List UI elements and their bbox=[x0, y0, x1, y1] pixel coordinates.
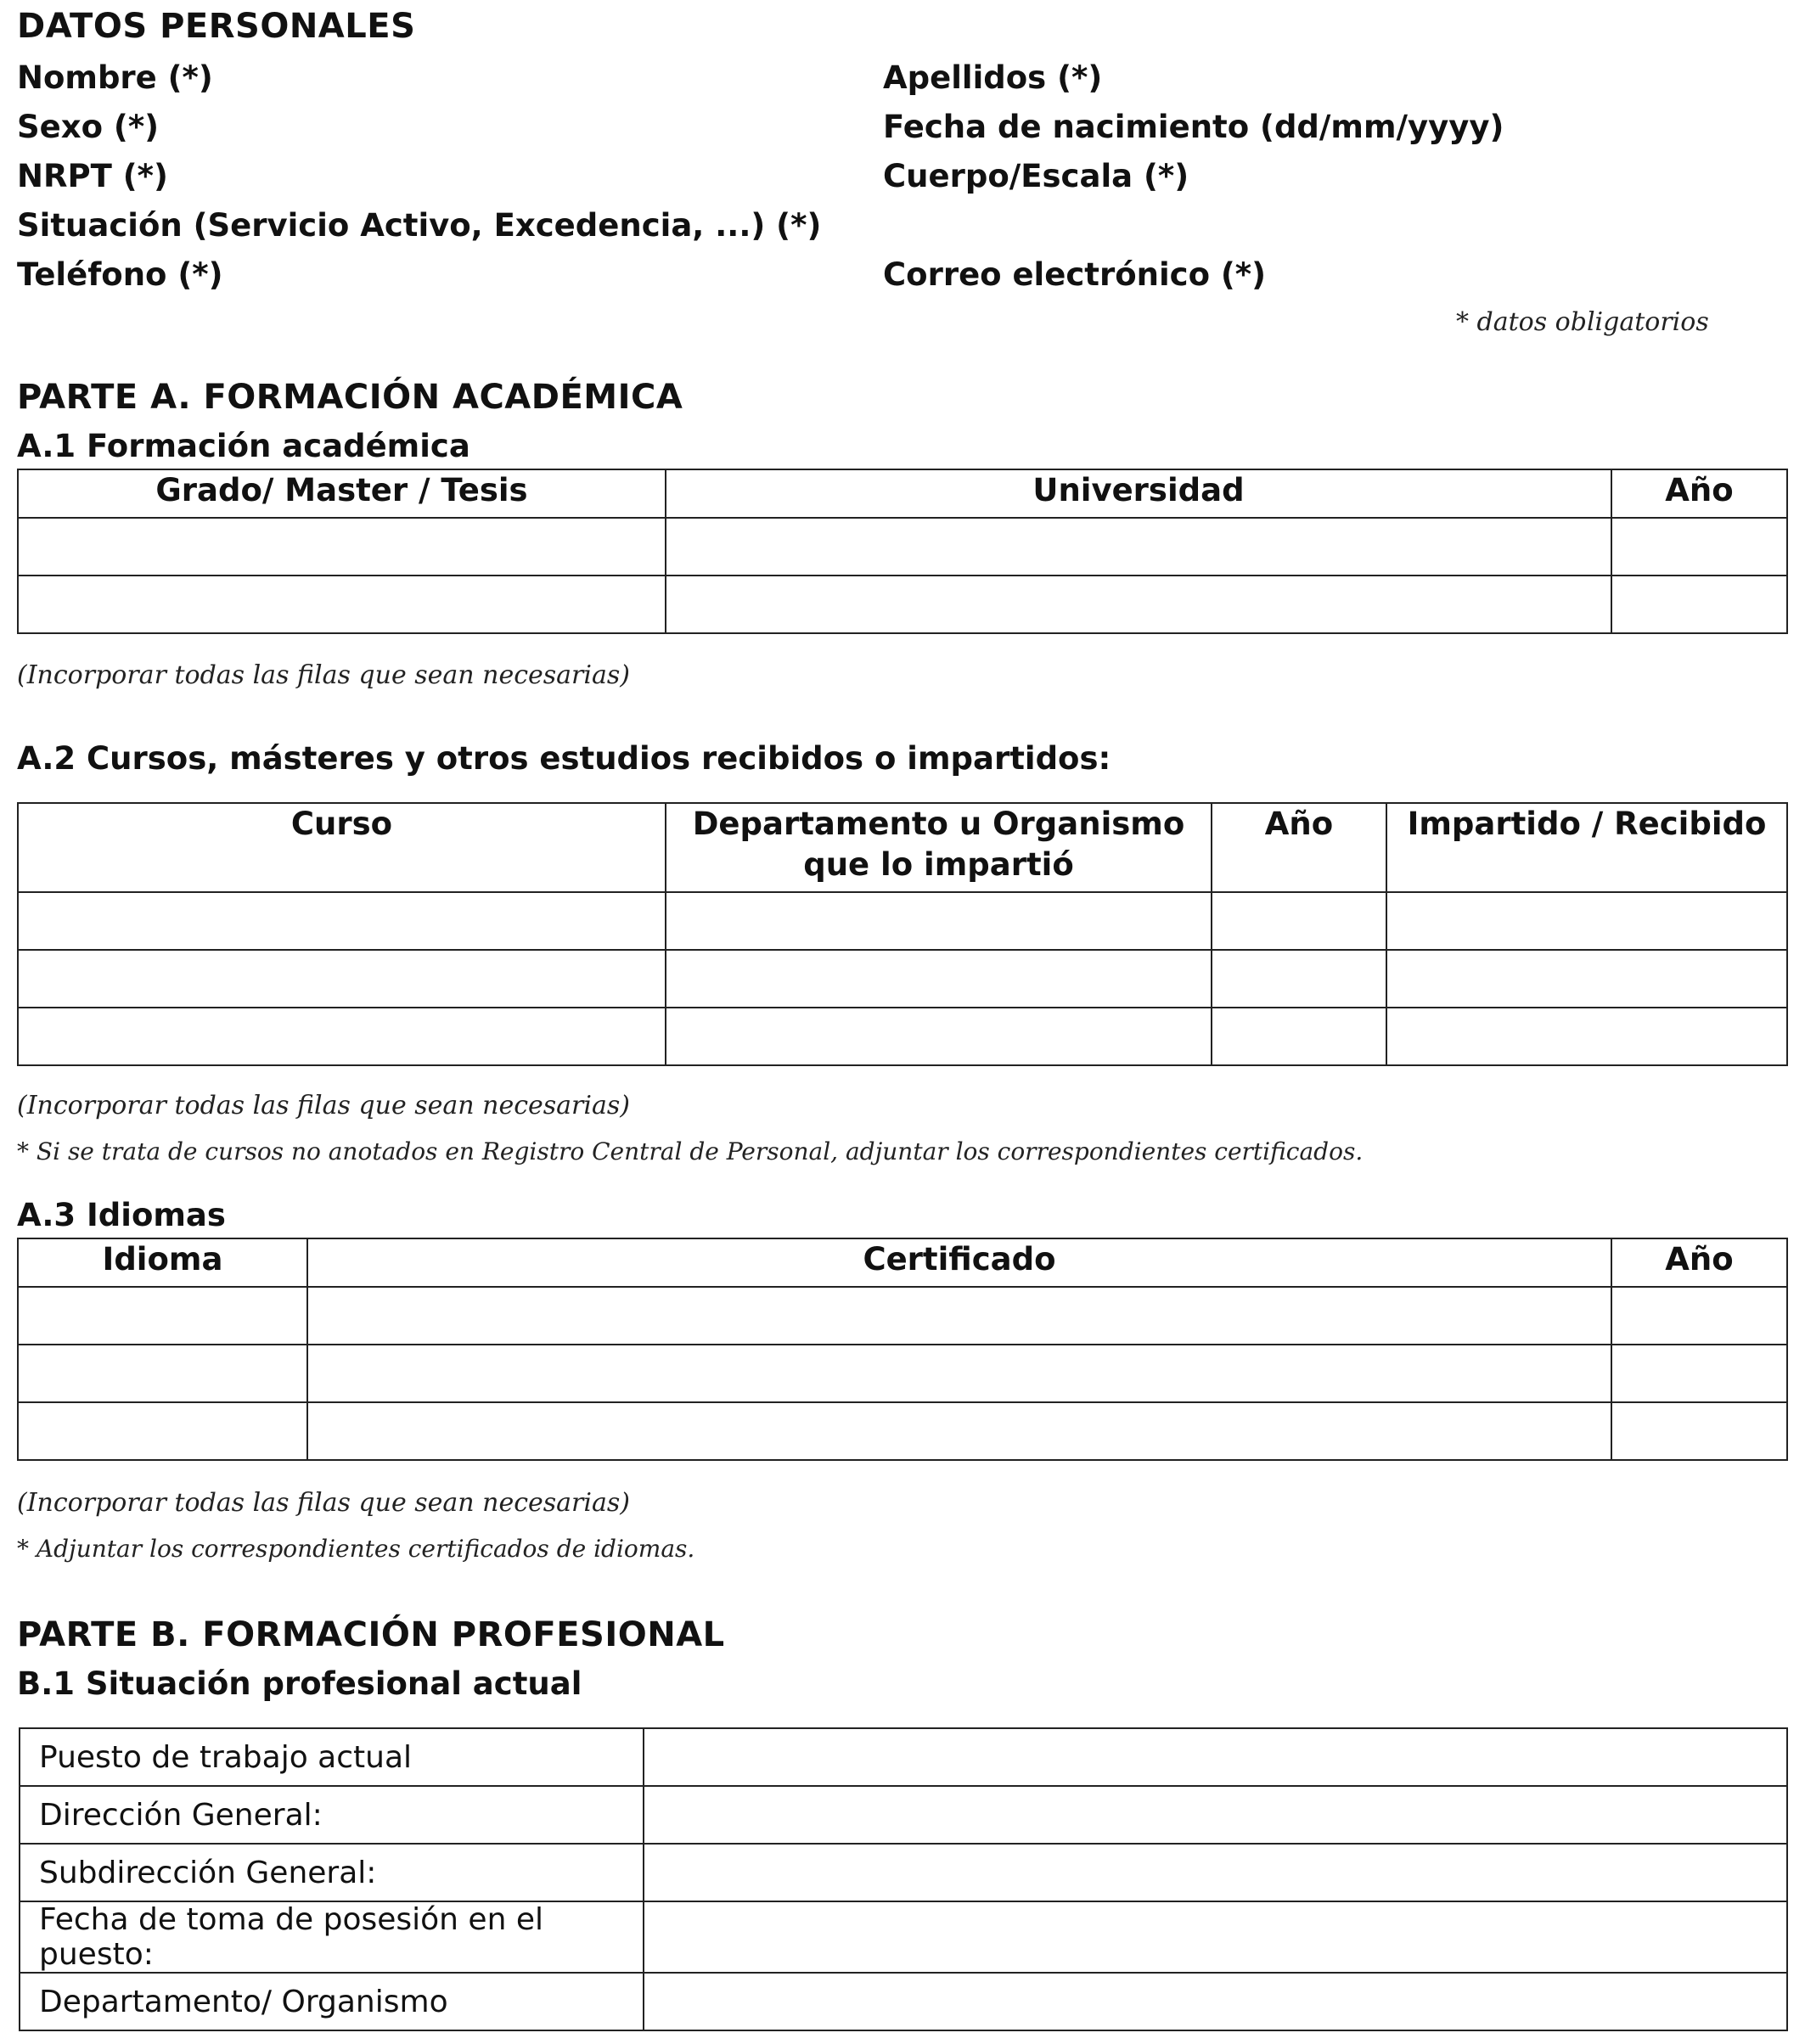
a2-cell-departamento[interactable] bbox=[666, 1008, 1212, 1065]
a1-header-ano: Año bbox=[1611, 469, 1787, 518]
a1-cell-universidad[interactable] bbox=[666, 576, 1611, 633]
field-label-fecha-nacimiento: Fecha de nacimiento (dd/mm/yyyy) bbox=[883, 109, 1504, 145]
b1-label-puesto: Puesto de trabajo actual bbox=[20, 1728, 644, 1786]
a1-table bbox=[17, 469, 1788, 634]
a3-cell-ano[interactable] bbox=[1611, 1402, 1787, 1460]
a3-title: A.3 Idiomas bbox=[17, 1197, 226, 1233]
a3-cell-certificado[interactable] bbox=[307, 1402, 1611, 1460]
a2-header-curso: Curso bbox=[18, 803, 666, 892]
field-label-telefono: Teléfono (*) bbox=[17, 256, 223, 293]
b1-label-departamento: Departamento/ Organismo bbox=[20, 1973, 644, 2030]
a2-cell-impartido[interactable] bbox=[1386, 1008, 1787, 1065]
b1-label-fecha-posesion: Fecha de toma de posesión en el puesto: bbox=[20, 1901, 644, 1973]
field-label-apellidos: Apellidos (*) bbox=[883, 59, 1103, 96]
a1-cell-grado[interactable] bbox=[18, 576, 666, 633]
a2-cell-departamento[interactable] bbox=[666, 950, 1212, 1008]
b1-value-departamento[interactable] bbox=[644, 1973, 1787, 2030]
a3-cell-certificado[interactable] bbox=[307, 1287, 1611, 1345]
a2-note-certificados: * Si se trata de cursos no anotados en Registro Central de Personal, adjuntar los correspondientes certificados. bbox=[17, 1137, 1364, 1165]
a1-title: A.1 Formación académica bbox=[17, 428, 470, 464]
a3-cell-idioma[interactable] bbox=[18, 1402, 307, 1460]
a2-cell-impartido[interactable] bbox=[1386, 892, 1787, 950]
a1-cell-ano[interactable] bbox=[1611, 518, 1787, 576]
table-row bbox=[20, 1973, 1787, 2030]
a1-note: (Incorporar todas las filas que sean necesarias) bbox=[17, 660, 630, 690]
b1-value-direccion[interactable] bbox=[644, 1786, 1787, 1844]
a2-cell-ano[interactable] bbox=[1212, 950, 1386, 1008]
field-label-correo: Correo electrónico (*) bbox=[883, 256, 1267, 293]
personal-data-title: DATOS PERSONALES bbox=[17, 7, 416, 46]
a2-cell-departamento[interactable] bbox=[666, 892, 1212, 950]
a3-table bbox=[17, 1238, 1788, 1461]
table-row bbox=[20, 1844, 1787, 1901]
b1-label-direccion: Dirección General: bbox=[20, 1786, 644, 1844]
field-label-cuerpo-escala: Cuerpo/Escala (*) bbox=[883, 158, 1189, 194]
a3-header-ano: Año bbox=[1611, 1238, 1787, 1287]
a2-cell-curso[interactable] bbox=[18, 1008, 666, 1065]
a1-cell-ano[interactable] bbox=[1611, 576, 1787, 633]
b1-value-fecha-posesion[interactable] bbox=[644, 1901, 1787, 1973]
required-fields-note: * datos obligatorios bbox=[1456, 307, 1709, 337]
a1-cell-universidad[interactable] bbox=[666, 518, 1611, 576]
field-label-sexo: Sexo (*) bbox=[17, 109, 160, 145]
a2-cell-curso[interactable] bbox=[18, 950, 666, 1008]
table-row bbox=[20, 1901, 1787, 1973]
a3-cell-ano[interactable] bbox=[1611, 1287, 1787, 1345]
a3-cell-idioma[interactable] bbox=[18, 1287, 307, 1345]
parte-a-title: PARTE A. FORMACIÓN ACADÉMICA bbox=[17, 378, 683, 417]
a3-header-certificado: Certificado bbox=[307, 1238, 1611, 1287]
table-row bbox=[18, 1402, 1787, 1460]
a2-note: (Incorporar todas las filas que sean necesarias) bbox=[17, 1091, 630, 1120]
table-row bbox=[18, 1008, 1787, 1065]
a3-cell-ano[interactable] bbox=[1611, 1345, 1787, 1402]
a3-cell-certificado[interactable] bbox=[307, 1345, 1611, 1402]
table-row bbox=[18, 1345, 1787, 1402]
table-row bbox=[20, 1786, 1787, 1844]
table-row bbox=[18, 518, 1787, 576]
a3-note-certificados: * Adjuntar los correspondientes certificados de idiomas. bbox=[17, 1535, 695, 1563]
table-row bbox=[18, 950, 1787, 1008]
b1-title: B.1 Situación profesional actual bbox=[17, 1665, 582, 1702]
field-label-nombre: Nombre (*) bbox=[17, 59, 213, 96]
a2-table bbox=[17, 802, 1788, 1066]
a2-header-impartido: Impartido / Recibido bbox=[1386, 803, 1787, 892]
field-label-situacion: Situación (Servicio Activo, Excedencia, ...) (*) bbox=[17, 207, 822, 244]
a2-cell-ano[interactable] bbox=[1212, 892, 1386, 950]
b1-value-subdireccion[interactable] bbox=[644, 1844, 1787, 1901]
a1-header-universidad: Universidad bbox=[666, 469, 1611, 518]
parte-b-title: PARTE B. FORMACIÓN PROFESIONAL bbox=[17, 1615, 725, 1654]
a2-cell-impartido[interactable] bbox=[1386, 950, 1787, 1008]
b1-table bbox=[19, 1727, 1788, 2031]
table-row bbox=[18, 576, 1787, 633]
table-row bbox=[18, 892, 1787, 950]
field-label-nrpt: NRPT (*) bbox=[17, 158, 168, 194]
a2-title: A.2 Cursos, másteres y otros estudios recibidos o impartidos: bbox=[17, 740, 1111, 777]
a1-cell-grado[interactable] bbox=[18, 518, 666, 576]
a3-header-idioma: Idioma bbox=[18, 1238, 307, 1287]
a2-cell-curso[interactable] bbox=[18, 892, 666, 950]
a2-header-ano: Año bbox=[1212, 803, 1386, 892]
a2-header-departamento: Departamento u Organismo que lo impartió bbox=[666, 803, 1212, 892]
table-row bbox=[18, 1287, 1787, 1345]
table-row bbox=[20, 1728, 1787, 1786]
a3-note: (Incorporar todas las filas que sean necesarias) bbox=[17, 1488, 630, 1518]
b1-label-subdireccion: Subdirección General: bbox=[20, 1844, 644, 1901]
a2-cell-ano[interactable] bbox=[1212, 1008, 1386, 1065]
b1-value-puesto[interactable] bbox=[644, 1728, 1787, 1786]
a3-cell-idioma[interactable] bbox=[18, 1345, 307, 1402]
a1-header-grado: Grado/ Master / Tesis bbox=[18, 469, 666, 518]
